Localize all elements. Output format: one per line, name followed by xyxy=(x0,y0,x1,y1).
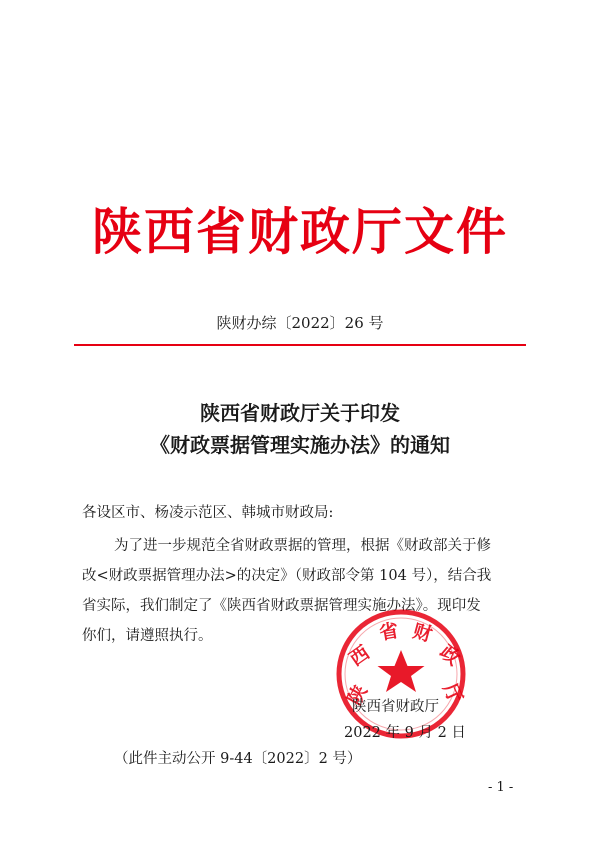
notice-title-line1: 陕西省财政厅关于印发 xyxy=(200,401,400,425)
issuer-signature: 陕西省财政厅 xyxy=(352,699,439,715)
issue-date: 2022 年 9 月 2 日 xyxy=(344,725,466,741)
disclosure-note: （此件主动公开 9-44〔2022〕2 号） xyxy=(114,751,362,767)
body-paragraph-line: 你们，请遵照执行。 xyxy=(82,628,213,644)
svg-text:厅: 厅 xyxy=(438,680,466,707)
svg-text:财: 财 xyxy=(410,621,435,647)
agency-header-title: 陕西省财政厅文件 xyxy=(92,202,508,261)
body-paragraph-line: 省实际，我们制定了《陕西省财政票据管理实施办法》。现印发 xyxy=(82,598,481,614)
body-paragraph-line: 改<财政票据管理办法>的决定》（财政部令第 104 号），结合我 xyxy=(82,568,492,584)
svg-text:西: 西 xyxy=(346,642,374,671)
document-number: 陕财办综〔2022〕26 号 xyxy=(216,314,384,332)
body-paragraph-line: 为了进一步规范全省财政票据的管理，根据《财政部关于修 xyxy=(114,538,491,554)
svg-text:省: 省 xyxy=(377,620,401,645)
svg-text:陕: 陕 xyxy=(344,682,372,709)
official-seal-stamp xyxy=(333,606,469,742)
red-divider-line xyxy=(74,344,526,346)
notice-title-line2: 《财政票据管理实施办法》的通知 xyxy=(150,433,450,457)
addressee: 各设区市、杨凌示范区、韩城市财政局: xyxy=(82,505,334,521)
page-number: - 1 - xyxy=(488,780,514,795)
svg-text:政: 政 xyxy=(435,641,464,670)
